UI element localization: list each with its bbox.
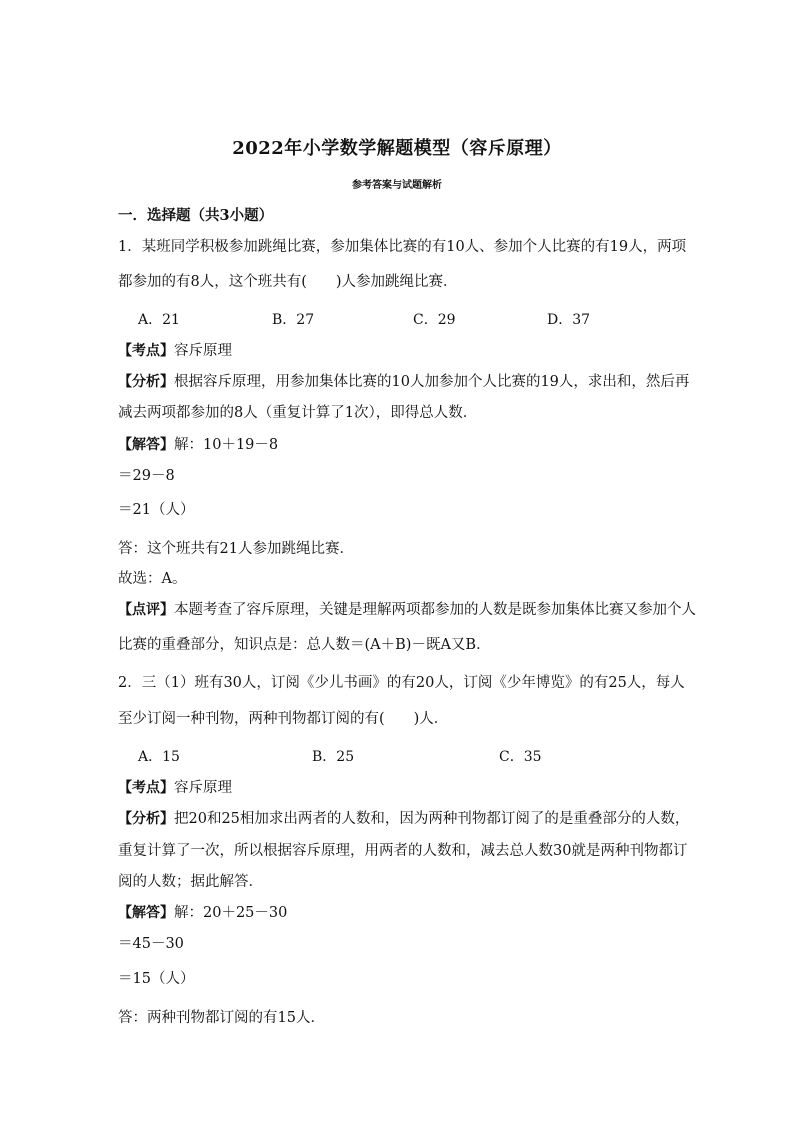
q2-jieda-line3: ＝15（人） bbox=[118, 971, 195, 987]
q1-option-d: D．37 bbox=[547, 312, 591, 328]
q2-jieda-text1: 解：20＋25－30 bbox=[174, 905, 288, 921]
q1-dianping-text1: 本题考查了容斥原理，关键是理解两项都参加的人数是既参加集体比赛又参加个人 bbox=[174, 602, 696, 618]
q1-dianping-tag: 【点评】 bbox=[118, 602, 174, 618]
q1-fenxi-tag: 【分析】 bbox=[118, 374, 174, 390]
q1-jieda-line3: ＝21（人） bbox=[118, 502, 195, 518]
q1-option-c: C．29 bbox=[413, 312, 456, 328]
q2-option-b: B．25 bbox=[312, 749, 355, 765]
q2-kaodian-text: 容斥原理 bbox=[174, 780, 232, 796]
q1-stem-line1: 1．某班同学积极参加跳绳比赛，参加集体比赛的有10人、参加个人比赛的有19人，两项 bbox=[118, 239, 687, 255]
q2-stem-line1: 2．三（1）班有30人，订阅《少儿书画》的有20人，订阅《少年博览》的有25人，每人 bbox=[118, 675, 685, 691]
q2-option-c: C．35 bbox=[499, 749, 542, 765]
q1-kaodian bbox=[118, 341, 232, 361]
q1-jieda-text1: 解：10＋19－8 bbox=[174, 437, 279, 453]
q2-fenxi-tag: 【分析】 bbox=[118, 811, 174, 827]
q1-jieda-line2: ＝29－8 bbox=[118, 468, 175, 484]
q2-kaodian-tag: 【考点】 bbox=[118, 780, 174, 796]
q2-kaodian bbox=[118, 778, 232, 798]
q1-choice: 故选：A。 bbox=[118, 571, 187, 587]
q2-jieda-line1 bbox=[118, 903, 287, 923]
q1-option-a: A．21 bbox=[138, 312, 180, 328]
q1-jieda-tag: 【解答】 bbox=[118, 437, 174, 453]
q1-stem-line2: 都参加的有8人，这个班共有( )人参加跳绳比赛． bbox=[118, 274, 458, 290]
q2-fenxi-line1 bbox=[118, 809, 689, 829]
q2-fenxi-text1: 把20和25相加求出两者的人数和，因为两种刊物都订阅了的是重叠部分的人数， bbox=[174, 811, 690, 827]
q1-dianping-line1 bbox=[118, 600, 696, 620]
q1-answer: 答：这个班共有21人参加跳绳比赛． bbox=[118, 541, 354, 557]
q2-stem-line2: 至少订阅一种刊物，两种刊物都订阅的有( )人． bbox=[118, 711, 449, 727]
q2-fenxi-line2: 重复计算了一次，所以根据容斥原理，用两者的人数和，减去总人数30就是两种刊物都订 bbox=[118, 843, 688, 859]
page-title: 2022年小学数学解题模型（容斥原理） bbox=[232, 138, 562, 159]
q1-fenxi-text1: 根据容斥原理，用参加集体比赛的10人加参加个人比赛的19人，求出和，然后再 bbox=[174, 374, 690, 390]
q2-answer: 答：两种刊物都订阅的有15人． bbox=[118, 1010, 325, 1026]
q1-option-b: B．27 bbox=[272, 312, 315, 328]
q1-kaodian-text: 容斥原理 bbox=[174, 343, 232, 359]
q2-fenxi-line3: 阅的人数；据此解答． bbox=[118, 874, 263, 890]
q2-jieda-line2: ＝45－30 bbox=[118, 936, 184, 952]
q1-fenxi-line1 bbox=[118, 372, 689, 392]
q2-option-a: A．15 bbox=[138, 749, 180, 765]
q2-jieda-tag: 【解答】 bbox=[118, 905, 174, 921]
q1-fenxi-line2: 减去两项都参加的8人（重复计算了1次），即得总人数． bbox=[118, 405, 478, 421]
q1-kaodian-tag: 【考点】 bbox=[118, 343, 174, 359]
q1-dianping-line2: 比赛的重叠部分，知识点是：总人数＝(A＋B)－既A又B． bbox=[118, 637, 491, 653]
section-heading: 一．选择题（共3小题） bbox=[118, 207, 274, 224]
q1-jieda-line1 bbox=[118, 435, 278, 455]
page-subtitle: 参考答案与试题解析 bbox=[352, 180, 442, 191]
